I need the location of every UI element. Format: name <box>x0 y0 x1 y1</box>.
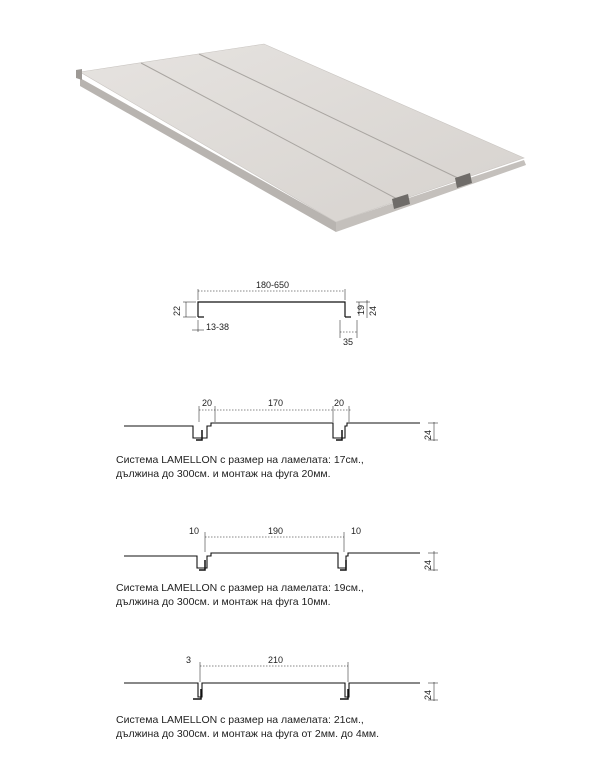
label-190-height: 24 <box>423 559 433 570</box>
label-210-height: 24 <box>423 689 433 700</box>
label-profile-height-right-b: 24 <box>368 305 378 316</box>
label-profile-height-left: 22 <box>172 305 182 316</box>
label-190-lamella: 190 <box>268 526 284 536</box>
caption-190-line2: дължина до 300см. и монтаж на фуга 10мм. <box>116 596 331 608</box>
profile-shape <box>198 302 351 317</box>
system-190-carriers <box>199 560 346 570</box>
caption-system-210 <box>116 713 379 741</box>
panel-3d-illustration <box>76 44 526 232</box>
label-170-joint-left: 20 <box>202 398 213 408</box>
panel-left-lip <box>76 69 82 80</box>
caption-190-line1: Система LAMELLON с размер на ламелата: 19см., <box>116 582 364 594</box>
label-210-lamella: 210 <box>268 655 284 665</box>
label-170-joint-right: 20 <box>334 398 345 408</box>
caption-210-line2: дължина до 300см. и монтаж на фуга от 2мм. до 4мм. <box>116 728 380 740</box>
system-210-profile <box>124 683 420 697</box>
system-170-carriers <box>196 430 342 440</box>
system-190-section <box>124 532 438 571</box>
panel-top-surface <box>80 44 524 222</box>
label-profile-height-right-a: 19 <box>356 304 366 315</box>
caption-170-line1: Система LAMELLON с размер на ламелата: 17см., <box>116 454 364 466</box>
caption-210-line1: Система LAMELLON с размер на ламелата: 21см., <box>116 714 364 726</box>
label-210-joint-left: 3 <box>186 655 192 665</box>
label-170-lamella: 170 <box>268 398 284 408</box>
system-210-section <box>124 662 438 701</box>
system-170-section <box>124 406 438 441</box>
label-170-height: 24 <box>423 429 433 440</box>
label-profile-flange-right: 35 <box>343 337 354 347</box>
system-170-profile <box>124 423 420 438</box>
system-210-carriers <box>193 689 348 699</box>
label-190-joint-right: 10 <box>351 526 362 536</box>
label-profile-width: 180-650 <box>256 280 290 290</box>
label-190-joint-left: 10 <box>189 526 200 536</box>
system-190-profile <box>124 553 420 568</box>
caption-system-170 <box>116 453 364 481</box>
caption-system-190 <box>116 581 364 609</box>
label-profile-flange-left: 13-38 <box>206 322 230 332</box>
caption-170-line2: дължина до 300см. и монтаж на фуга 20мм. <box>116 468 331 480</box>
